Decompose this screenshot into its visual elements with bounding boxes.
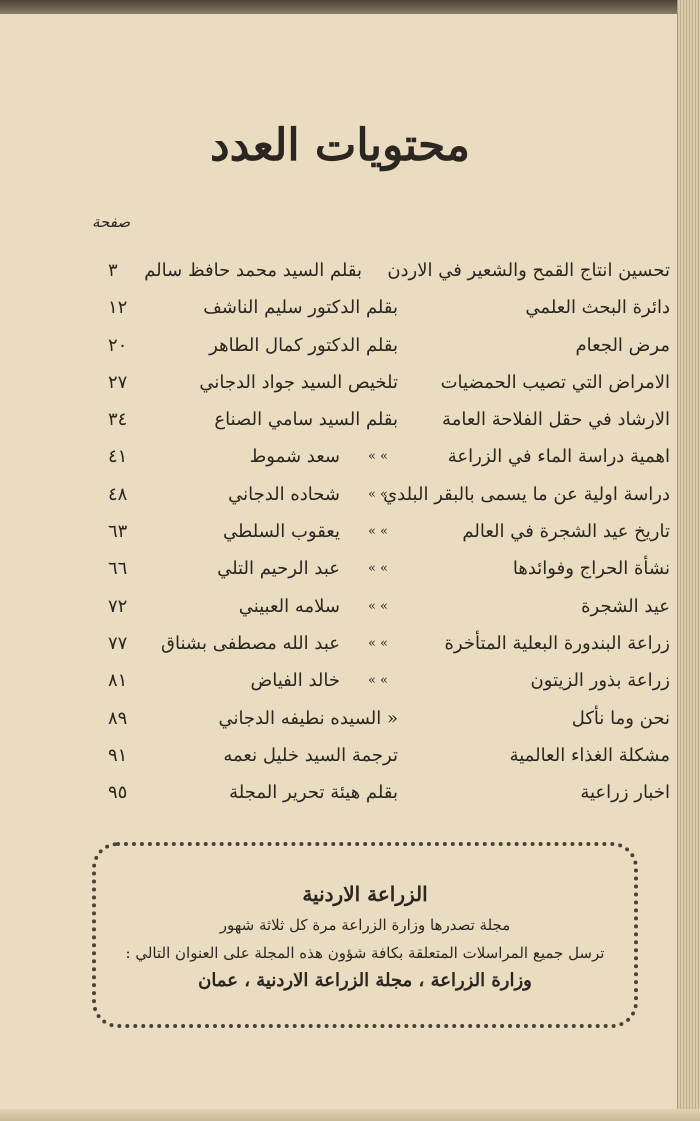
article-title: نحن وما نأكل: [571, 707, 670, 729]
article-author: « السيده نطيفه الدجاني: [218, 707, 398, 729]
page-number: ٤١: [108, 446, 128, 468]
contents-entry: [90, 252, 670, 289]
article-title: تحسين انتاج القمح والشعير في الاردن: [387, 260, 670, 281]
page-number: ٤٨: [108, 483, 128, 505]
article-title: الامراض التي تصيب الحمضيات: [440, 371, 670, 393]
contents-entry: [90, 550, 670, 587]
contents-entry: [90, 289, 670, 326]
page-number: ٦٦: [108, 558, 128, 580]
ditto-marks: » »: [367, 673, 388, 689]
article-author: يعقوب السلطي: [222, 521, 340, 543]
contents-entry: [90, 401, 670, 438]
contents-entry: [90, 476, 670, 513]
book-page-edges: [677, 0, 700, 1121]
correspondence-note: ترسل جميع المراسلات المتعلقة بكافة شؤون هذه المجلة على العنوان التالي :: [125, 944, 605, 962]
contents-list: [90, 252, 670, 811]
article-title: نشأة الحراج وفوائدها: [512, 558, 670, 580]
page-number: ٨١: [108, 670, 128, 692]
contents-entry: [90, 438, 670, 475]
article-title: اخبار زراعية: [580, 782, 670, 804]
ditto-marks: » »: [367, 561, 388, 577]
page-number: ١٢: [108, 297, 128, 319]
page-number: ٧٧: [108, 632, 128, 654]
contents-entry: [90, 737, 670, 774]
contents-entry: [90, 364, 670, 401]
article-author: خالد الفياض: [250, 670, 340, 692]
article-title: الارشاد في حقل الفلاحة العامة: [442, 409, 670, 431]
page-number: ٦٣: [108, 521, 128, 543]
contents-entry: [90, 662, 670, 699]
article-title: زراعة بذور الزيتون: [530, 670, 670, 692]
contents-entry: [90, 513, 670, 550]
contents-entry: [90, 700, 670, 737]
contents-entry: [90, 588, 670, 625]
article-title: مرض الجعام: [575, 334, 670, 356]
magazine-info-box: [92, 842, 638, 1028]
article-author: بقلم الدكتور كمال الطاهر: [209, 334, 398, 356]
page-number: ٩١: [108, 744, 128, 766]
book-bottom-edge: [0, 1109, 700, 1121]
contents-entry: [90, 625, 670, 662]
page-column-label: صفحة: [92, 213, 131, 231]
contents-entry: [90, 774, 670, 811]
address: وزارة الزراعة ، مجلة الزراعة الاردنية ، عمان: [198, 970, 532, 991]
ditto-marks: » »: [367, 486, 388, 502]
article-author: عبد الله مصطفى بشناق: [161, 632, 340, 654]
article-title: دائرة البحث العلمي: [525, 297, 670, 319]
article-author: عبد الرحيم التلي: [217, 558, 340, 580]
ditto-marks: » »: [367, 449, 388, 465]
article-title: عيد الشجرة: [581, 595, 670, 617]
article-author: بقلم السيد محمد حافظ سالم: [144, 260, 362, 281]
page-number: ٣٤: [108, 409, 128, 431]
page-number: ٧٢: [108, 595, 128, 617]
article-title: زراعة البندورة البعلية المتأخرة: [444, 632, 670, 654]
contents-entry: [90, 327, 670, 364]
page-title: محتويات العدد: [210, 120, 470, 171]
page-number: ٢٠: [108, 334, 128, 356]
book-top-edge: [0, 0, 700, 14]
article-title: اهمية دراسة الماء في الزراعة: [447, 446, 670, 468]
article-author: تلخيص السيد جواد الدجاني: [199, 371, 398, 393]
article-author: بقلم هيئة تحرير المجلة: [229, 782, 398, 804]
article-author: سعد شموط: [249, 446, 340, 468]
page-number: ٣: [108, 260, 118, 281]
article-title: دراسة اولية عن ما يسمى بالبقر البلدي: [383, 483, 670, 505]
ditto-marks: » »: [367, 524, 388, 540]
article-author: شحاده الدجاني: [228, 483, 340, 505]
article-author: بقلم الدكتور سليم الناشف: [203, 297, 398, 319]
article-author: بقلم السيد سامي الصناع: [214, 409, 398, 431]
page-number: ٨٩: [108, 707, 128, 729]
page-number: ٢٧: [108, 371, 128, 393]
article-author: ترجمة السيد خليل نعمه: [223, 744, 398, 766]
ditto-marks: » »: [367, 635, 388, 651]
article-author: سلامه العبيني: [238, 595, 340, 617]
article-title: مشكلة الغذاء العالمية: [509, 744, 670, 766]
article-title: تاريخ عيد الشجرة في العالم: [462, 521, 670, 543]
magazine-name: الزراعة الاردنية: [302, 882, 428, 906]
ditto-marks: » »: [367, 598, 388, 614]
page-number: ٩٥: [108, 782, 128, 804]
magazine-description: مجلة تصدرها وزارة الزراعة مرة كل ثلاثة شهور: [219, 916, 511, 934]
